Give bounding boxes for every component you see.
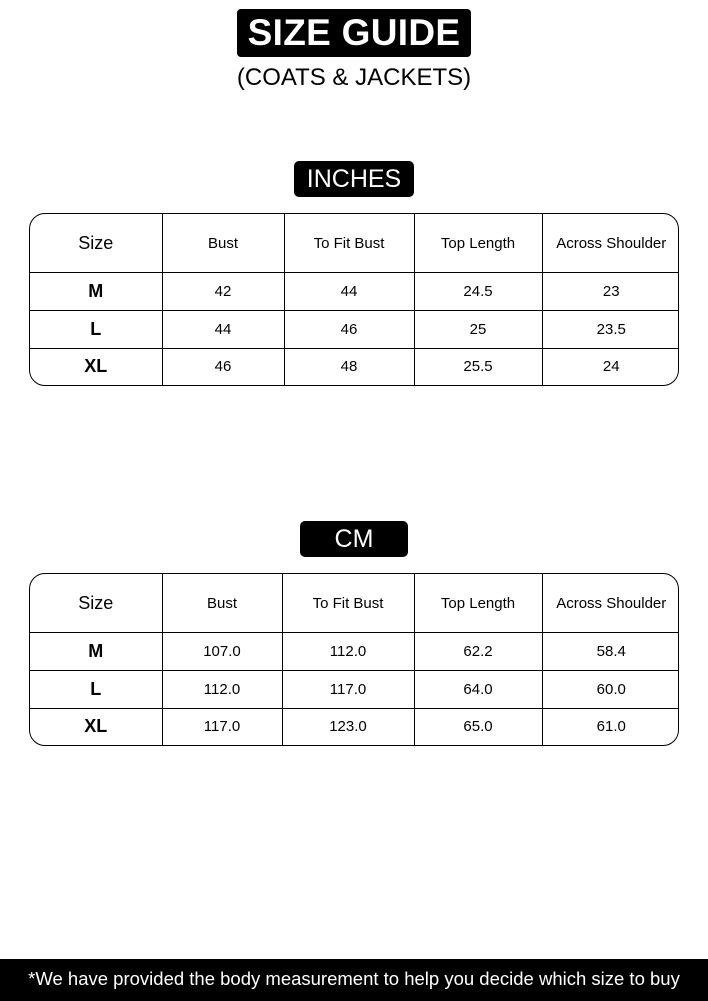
column-header-to-fit-bust: To Fit Bust bbox=[282, 574, 414, 633]
size-cell: XL bbox=[30, 708, 162, 745]
column-header-to-fit-bust: To Fit Bust bbox=[284, 214, 414, 273]
to-fit-bust-cell: 112.0 bbox=[282, 633, 414, 671]
to-fit-bust-cell: 48 bbox=[284, 348, 414, 385]
cm-heading bbox=[0, 521, 708, 557]
across-shoulder-cell: 61.0 bbox=[542, 708, 679, 745]
inches-badge: INCHES bbox=[294, 161, 414, 197]
column-header-top-length: Top Length bbox=[414, 574, 542, 633]
top-length-cell: 64.0 bbox=[414, 670, 542, 708]
subtitle-area bbox=[0, 63, 708, 93]
top-length-cell: 25.5 bbox=[414, 348, 542, 385]
top-length-cell: 65.0 bbox=[414, 708, 542, 745]
column-header-across-shoulder: Across Shoulder bbox=[542, 574, 679, 633]
to-fit-bust-cell: 44 bbox=[284, 273, 414, 311]
across-shoulder-cell: 23.5 bbox=[542, 310, 679, 348]
column-header-size: Size bbox=[30, 214, 162, 273]
bust-cell: 44 bbox=[162, 310, 284, 348]
size-cell: M bbox=[30, 633, 162, 671]
size-cell: L bbox=[30, 670, 162, 708]
table-row bbox=[30, 310, 679, 348]
top-length-cell: 62.2 bbox=[414, 633, 542, 671]
bust-cell: 42 bbox=[162, 273, 284, 311]
size-cell: XL bbox=[30, 348, 162, 385]
across-shoulder-cell: 58.4 bbox=[542, 633, 679, 671]
bust-cell: 117.0 bbox=[162, 708, 282, 745]
bust-cell: 112.0 bbox=[162, 670, 282, 708]
column-header-bust: Bust bbox=[162, 574, 282, 633]
table-row bbox=[30, 273, 679, 311]
table-row bbox=[30, 633, 679, 671]
across-shoulder-cell: 60.0 bbox=[542, 670, 679, 708]
page-subtitle: (COATS & JACKETS) bbox=[236, 64, 472, 91]
table-header-row bbox=[30, 574, 679, 633]
title-area bbox=[0, 9, 708, 57]
bust-cell: 107.0 bbox=[162, 633, 282, 671]
table-header-row bbox=[30, 214, 679, 273]
across-shoulder-cell: 23 bbox=[542, 273, 679, 311]
top-length-cell: 24.5 bbox=[414, 273, 542, 311]
cm-table bbox=[29, 573, 679, 746]
column-header-bust: Bust bbox=[162, 214, 284, 273]
table-row bbox=[30, 670, 679, 708]
table-row bbox=[30, 708, 679, 745]
size-cell: M bbox=[30, 273, 162, 311]
table-row bbox=[30, 348, 679, 385]
column-header-top-length: Top Length bbox=[414, 214, 542, 273]
column-header-size: Size bbox=[30, 574, 162, 633]
top-length-cell: 25 bbox=[414, 310, 542, 348]
bust-cell: 46 bbox=[162, 348, 284, 385]
column-header-across-shoulder: Across Shoulder bbox=[542, 214, 679, 273]
cm-badge: CM bbox=[300, 521, 408, 557]
to-fit-bust-cell: 117.0 bbox=[282, 670, 414, 708]
inches-table bbox=[29, 213, 679, 386]
page-title: SIZE GUIDE bbox=[237, 9, 472, 57]
across-shoulder-cell: 24 bbox=[542, 348, 679, 385]
inches-heading bbox=[0, 161, 708, 197]
to-fit-bust-cell: 123.0 bbox=[282, 708, 414, 745]
to-fit-bust-cell: 46 bbox=[284, 310, 414, 348]
footer-note: *We have provided the body measurement to help you decide which size to buy bbox=[0, 959, 708, 1001]
size-cell: L bbox=[30, 310, 162, 348]
